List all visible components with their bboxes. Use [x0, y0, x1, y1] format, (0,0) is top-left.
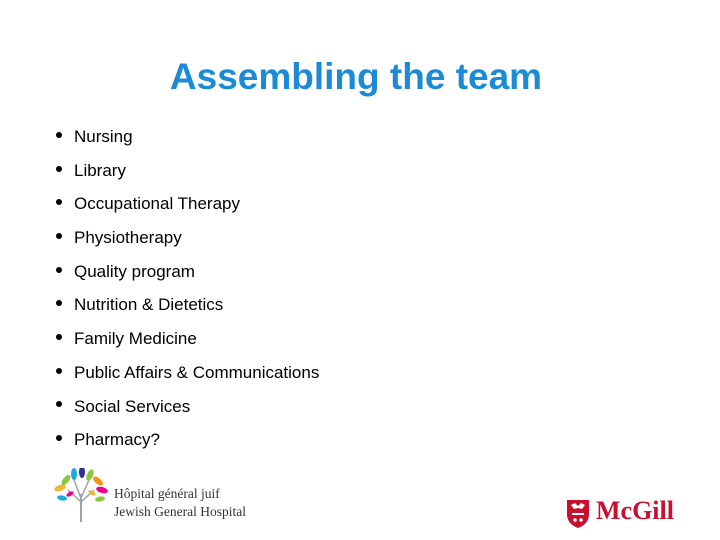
jgh-name-en: Jewish General Hospital [114, 504, 246, 519]
bullet-label: Quality program [74, 261, 195, 281]
tree-icon [53, 468, 108, 522]
slide-title: Assembling the team [169, 56, 543, 97]
bullet-label: Pharmacy? [74, 430, 160, 450]
list-item [56, 120, 319, 154]
bullet-icon [56, 166, 62, 172]
bullet-icon [56, 132, 62, 138]
bullet-icon [56, 300, 62, 306]
list-item [56, 221, 319, 255]
jgh-wordmark [114, 485, 246, 521]
bullet-label: Library [74, 160, 126, 180]
bullet-label: Physiotherapy [74, 228, 182, 248]
bullet-icon [56, 435, 62, 441]
list-item [56, 187, 319, 221]
bullet-icon [56, 233, 62, 239]
list-item [56, 255, 319, 289]
bullet-icon [56, 199, 62, 205]
bullet-label: Social Services [74, 396, 191, 416]
bullet-label: Family Medicine [74, 329, 197, 349]
bullet-icon [56, 401, 62, 407]
bullet-label: Nutrition & Dietetics [74, 295, 224, 315]
list-item [56, 322, 319, 356]
bullet-label: Nursing [74, 127, 133, 146]
list-item [56, 288, 319, 322]
list-item [56, 356, 319, 390]
bullet-label: Public Affairs & Communications [74, 362, 320, 382]
bullet-icon [56, 368, 62, 374]
bullet-label: Occupational Therapy [74, 194, 241, 214]
bullet-list [56, 120, 319, 457]
bullet-icon [56, 267, 62, 273]
mcgill-wordmark: McGill [596, 496, 674, 525]
list-item [56, 154, 319, 188]
mcgill-crest-icon [567, 500, 589, 528]
jgh-name-fr: Hôpital général juif [114, 486, 220, 501]
list-item [56, 390, 319, 424]
list-item [56, 423, 319, 457]
bullet-icon [56, 334, 62, 340]
